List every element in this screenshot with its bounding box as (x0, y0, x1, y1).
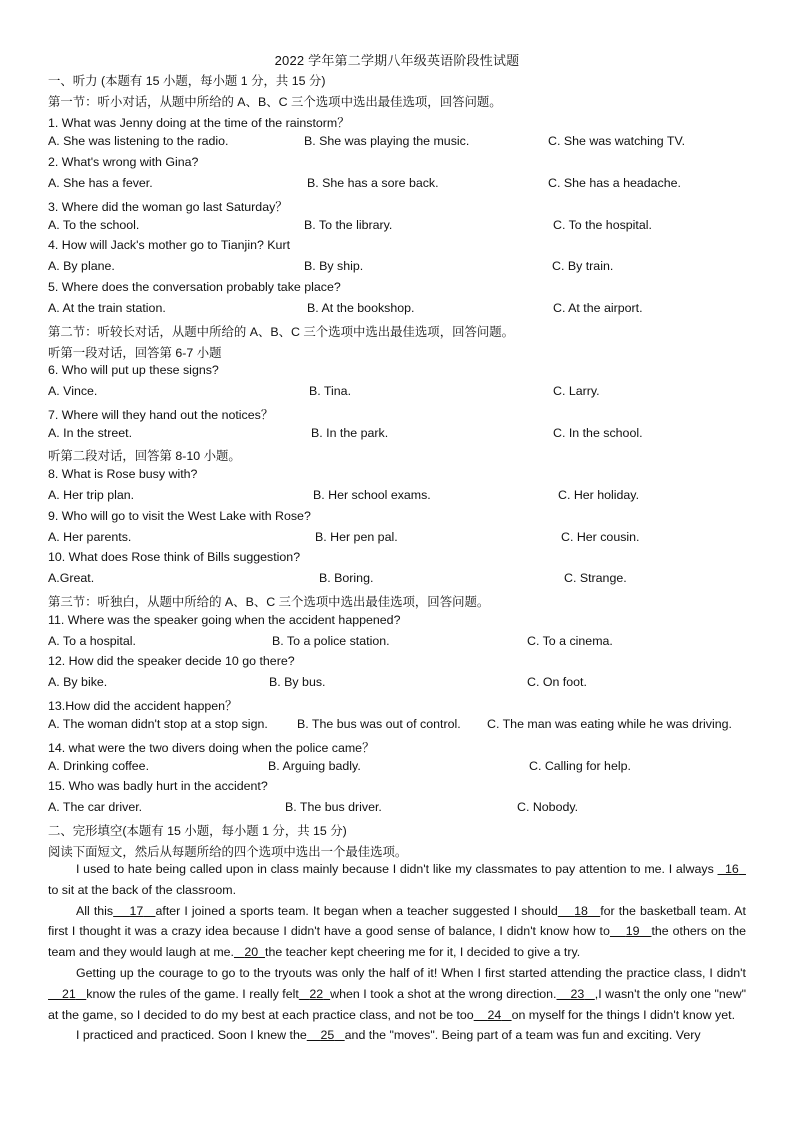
part2-heading: 二、完形填空(本题有 15 小题，每小题 1 分，共 15 分) (48, 824, 347, 838)
q2-option-a: A. She has a fever. (48, 176, 153, 190)
q14-option-c: C. Calling for help. (529, 759, 631, 773)
passage-paragraph-3 (48, 963, 746, 1025)
blank-24: 24 (487, 1007, 502, 1022)
part2-instruction: 阅读下面短文，然后从每题所给的四个选项中选出一个最佳选项。 (48, 845, 408, 859)
page-title: 2022 学年第二学期八年级英语阶段性试题 (274, 53, 520, 68)
q9-option-b: B. Her pen pal. (315, 530, 398, 544)
passage-text: when I took a shot at the wrong direction. (330, 986, 557, 1001)
blank-17: 17 (129, 903, 144, 918)
dialog2-instruction: 听第二段对话，回答第 8-10 小题。 (48, 449, 241, 463)
question-2: 2. What's wrong with Gina? (48, 155, 199, 169)
q9-option-c: C. Her cousin. (561, 530, 640, 544)
blank-22: 22 (309, 986, 324, 1001)
question-5: 5. Where does the conversation probably take place? (48, 280, 341, 294)
question-11: 11. Where was the speaker going when the accident happened? (48, 613, 401, 627)
q11-option-a: A. To a hospital. (48, 634, 136, 648)
q5-option-c: C. At the airport. (553, 301, 643, 315)
blank-23: 23 (570, 986, 585, 1001)
blank-25: 25 (320, 1028, 335, 1043)
q4-option-b: B. By ship. (304, 259, 364, 273)
question-8: 8. What is Rose busy with? (48, 467, 198, 481)
q12-option-a: A. By bike. (48, 675, 108, 689)
question-6: 6. Who will put up these signs? (48, 363, 219, 377)
question-9: 9. Who will go to visit the West Lake with Rose? (48, 509, 311, 523)
q13-option-a: A. The woman didn't stop at a stop sign. (48, 717, 268, 731)
passage-text: after I joined a sports team. It began when a teacher suggested I should (155, 903, 558, 918)
blank-20: 20 (244, 945, 259, 960)
question-15: 15. Who was badly hurt in the accident? (48, 779, 268, 793)
q12-option-c: C. On foot. (527, 675, 587, 689)
q10-option-b: B. Boring. (319, 571, 374, 585)
question-13: 13.How did the accident happen？ (48, 699, 238, 713)
passage-text: the others on the team and they would laugh at me. (48, 924, 746, 960)
question-7: 7. Where will they hand out the notices？ (48, 408, 274, 422)
q15-option-c: C. Nobody. (517, 800, 579, 814)
passage-text: ,I wasn't the only one "new" at the game, so I decided to do my best at each practice class, and not be too (48, 986, 747, 1022)
q11-option-c: C. To a cinema. (527, 634, 613, 648)
section3-instruction: 第三节：听独白，从题中所给的 A、B、C 三个选项中选出最佳选项，回答问题。 (48, 595, 490, 609)
q7-option-c: C. In the school. (553, 426, 643, 440)
passage-paragraph-4 (48, 1025, 746, 1046)
section1-instruction: 第一节：听小对话，从题中所给的 A、B、C 三个选项中选出最佳选项，回答问题。 (48, 95, 502, 109)
passage-text: on myself for the things I didn't know yet. (511, 1007, 736, 1022)
q6-option-a: A. Vince. (48, 384, 98, 398)
question-3: 3. Where did the woman go last Saturday？ (48, 200, 288, 214)
blank-21: 21 (61, 986, 76, 1001)
q7-option-b: B. In the park. (311, 426, 389, 440)
q8-option-b: B. Her school exams. (313, 488, 431, 502)
q3-option-b: B. To the library. (304, 218, 393, 232)
question-14: 14. what were the two divers doing when the police came？ (48, 741, 375, 755)
passage-text: Getting up the courage to go to the tryouts was only the half of it! When I first started attending the practice class, I didn't (76, 965, 746, 980)
passage-text: the teacher kept cheering me for it, I decided to give a try. (265, 945, 581, 960)
q5-option-a: A. At the train station. (48, 301, 166, 315)
q3-option-c: C. To the hospital. (553, 218, 652, 232)
q3-option-a: A. To the school. (48, 218, 140, 232)
q14-option-a: A. Drinking coffee. (48, 759, 150, 773)
passage-text: and the "moves". Being part of a team was fun and exciting. Very (344, 1028, 701, 1043)
question-12: 12. How did the speaker decide 10 go there? (48, 654, 295, 668)
q11-option-b: B. To a police station. (272, 634, 390, 648)
part1-heading: 一、听力 (本题有 15 小题，每小题 1 分，共 15 分) (48, 74, 326, 88)
q14-option-b: B. Arguing badly. (268, 759, 361, 773)
q2-option-b: B. She has a sore back. (307, 176, 439, 190)
q8-option-a: A. Her trip plan. (48, 488, 135, 502)
question-1: 1. What was Jenny doing at the time of the rainstorm？ (48, 116, 350, 130)
q10-option-a: A.Great. (48, 571, 95, 585)
question-10: 10. What does Rose think of Bills suggestion? (48, 550, 301, 564)
section2-instruction: 第二节：听较长对话，从题中所给的 A、B、C 三个选项中选出最佳选项，回答问题。 (48, 325, 515, 339)
passage-text: to sit at the back of the classroom. (48, 882, 237, 897)
q6-option-c: C. Larry. (553, 384, 600, 398)
passage-text: I used to hate being called upon in class mainly because I didn't like my classmates to pay attention to me. I always (76, 862, 718, 876)
passage-text: know the rules of the game. I really felt (86, 986, 299, 1001)
passage-paragraph-2 (48, 901, 746, 963)
q1-option-a: A. She was listening to the radio. (48, 134, 229, 148)
passage-text: for the basketball team. At first I thought it was a crazy idea because I didn't have a good sense of balance, I didn't know how to (48, 903, 747, 939)
blank-16: 16 (725, 862, 739, 876)
passage-paragraph-1 (48, 859, 746, 901)
passage-text: I practiced and practiced. Soon I knew the (76, 1028, 307, 1043)
q2-option-c: C. She has a headache. (548, 176, 681, 190)
dialog1-instruction: 听第一段对话，回答第 6-7 小题 (48, 346, 222, 360)
q4-option-c: C. By train. (552, 259, 614, 273)
q13-option-b: B. The bus was out of control. (297, 717, 461, 731)
q15-option-a: A. The car driver. (48, 800, 143, 814)
q8-option-c: C. Her holiday. (558, 488, 640, 502)
q1-option-b: B. She was playing the music. (304, 134, 470, 148)
q6-option-b: B. Tina. (309, 384, 352, 398)
cloze-passage (48, 859, 746, 1046)
blank-18: 18 (574, 903, 588, 918)
q5-option-b: B. At the bookshop. (307, 301, 415, 315)
q4-option-a: A. By plane. (48, 259, 115, 273)
question-4: 4. How will Jack's mother go to Tianjin? Kurt (48, 238, 291, 252)
passage-text: All this (76, 903, 114, 918)
q7-option-a: A. In the street. (48, 426, 133, 440)
blank-19: 19 (625, 924, 640, 939)
q13-option-c: C. The man was eating while he was driving. (487, 717, 732, 731)
q1-option-c: C. She was watching TV. (548, 134, 686, 148)
q9-option-a: A. Her parents. (48, 530, 132, 544)
q15-option-b: B. The bus driver. (285, 800, 382, 814)
q10-option-c: C. Strange. (564, 571, 627, 585)
q12-option-b: B. By bus. (269, 675, 326, 689)
